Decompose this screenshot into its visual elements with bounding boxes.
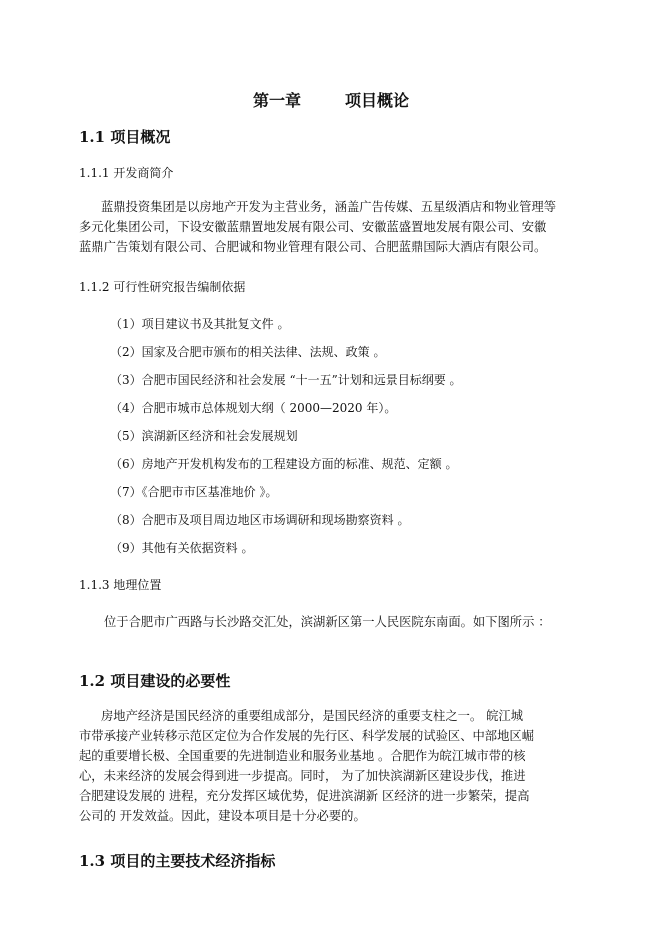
section-1-1-3-heading: 1.1.3 地理位置	[79, 578, 162, 592]
basis-list-item: （1）项目建议书及其批复文件 。	[110, 317, 290, 331]
necessity-paragraph	[79, 706, 604, 826]
section-1-3-heading: 1.3 项目的主要技术经济指标	[79, 852, 276, 870]
basis-list-item: （2）国家及合肥市颁布的相关法律、法规、政策 。	[110, 345, 386, 359]
developer-intro-paragraph	[79, 197, 604, 257]
chapter-number: 第一章	[252, 91, 301, 110]
basis-list-item: （5）滨湖新区经济和社会发展规划	[110, 429, 298, 443]
section-1-1-2-heading: 1.1.2 可行性研究报告编制依据	[79, 280, 246, 294]
paragraph-line: 公司的 开发效益。因此，建设本项目是十分必要的。	[79, 809, 366, 823]
chapter-title	[0, 88, 662, 111]
paragraph-line: 心，未来经济的发展会得到进一步提高。同时， 为了加快滨湖新区建设步伐，推进	[79, 769, 526, 783]
paragraph-line: 房地产经济是国民经济的重要组成部分，是国民经济的重要支柱之一。 皖江城	[101, 709, 524, 723]
section-1-1-1-heading: 1.1.1 开发商简介	[79, 166, 174, 180]
basis-list-item: （7）《合肥市市区基准地价 》。	[110, 485, 278, 499]
basis-list-item: （4）合肥市城市总体规划大纲（ 2000—2020 年）。	[110, 401, 397, 415]
paragraph-line: 起的重要增长极、全国重要的先进制造业和服务业基地 。合肥作为皖江城市带的核	[79, 749, 526, 763]
basis-list-item: （9）其他有关依据资料 。	[110, 541, 254, 555]
paragraph-line: 多元化集团公司，下设安徽蓝鼎置地发展有限公司、安徽蓝盛置地发展有限公司、安徽	[79, 220, 547, 234]
paragraph-line: 合肥建设发展的 进程，充分发挥区域优势，促进滨湖新 区经济的进一步繁荣，提高	[79, 789, 530, 803]
basis-list-item: （3）合肥市国民经济和社会发展 “十一五”计划和远景目标纲要 。	[110, 373, 462, 387]
section-1-2-heading: 1.2 项目建设的必要性	[79, 672, 231, 690]
paragraph-line: 蓝鼎广告策划有限公司、合肥诚和物业管理有限公司、合肥蓝鼎国际大酒店有限公司。	[79, 240, 547, 254]
paragraph-line: 市带承接产业转移示范区定位为合作发展的先行区、科学发展的试验区、中部地区崛	[79, 729, 534, 743]
basis-list-item: （6）房地产开发机构发布的工程建设方面的标准、规范、定额 。	[110, 457, 458, 471]
paragraph-line: 蓝鼎投资集团是以房地产开发为主营业务，涵盖广告传媒、五星级酒店和物业管理等	[101, 200, 556, 214]
section-1-1-heading: 1.1 项目概况	[79, 128, 171, 146]
basis-list-item: （8）合肥市及项目周边地区市场调研和现场勘察资料 。	[110, 513, 410, 527]
chapter-name: 项目概论	[345, 91, 410, 110]
location-text: 位于合肥市广西路与长沙路交汇处，滨湖新区第一人民医院东南面。如下图所示 ：	[104, 615, 551, 629]
